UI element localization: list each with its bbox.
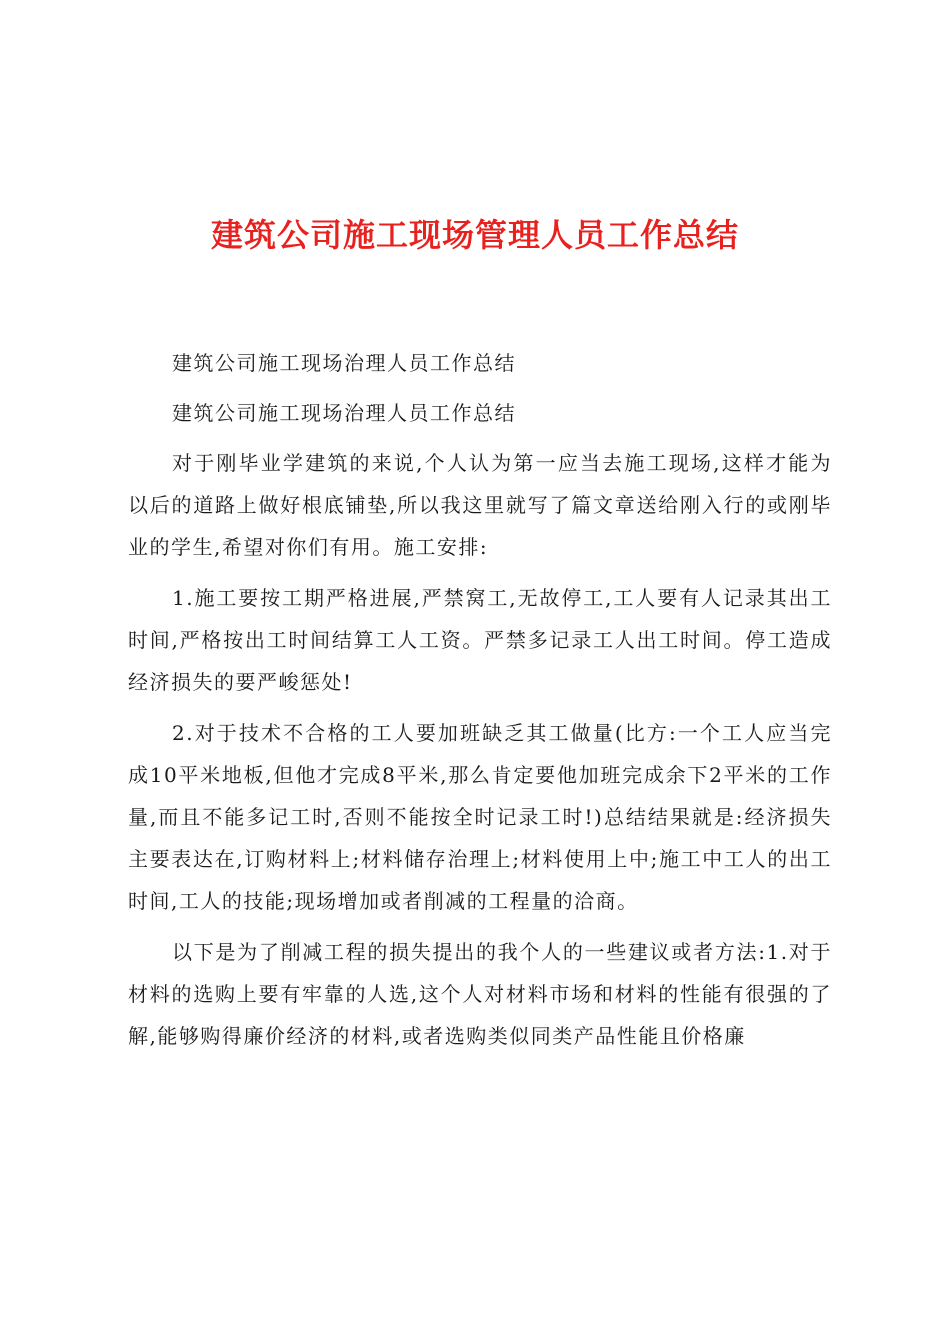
- paragraph-suggestions: 以下是为了削减工程的损失提出的我个人的一些建议或者方法:1.对于材料的选购上要有牢靠的人选,这个人对材料市场和材料的性能有很强的了解,能够购得廉价经济的材料,或者选购类似同类产品性能且价格廉: [128, 940, 832, 1048]
- paragraph-intro: 对于刚毕业学建筑的来说,个人认为第一应当去施工现场,这样才能为以后的道路上做好根底铺垫,所以我这里就写了篇文章送给刚入行的或刚毕业的学生,希望对你们有用。施工安排:: [128, 451, 832, 559]
- paragraph-item-1: 1.施工要按工期严格进展,严禁窝工,无故停工,工人要有人记录其出工时间,严格按出工时间结算工人工资。严禁多记录工人出工时间。停工造成经济损失的要严峻惩处!: [128, 586, 832, 694]
- document-body: [128, 342, 832, 1066]
- paragraph-subtitle-1: 建筑公司施工现场治理人员工作总结: [172, 351, 516, 375]
- paragraph-item-2: 2.对于技术不合格的工人要加班缺乏其工做量(比方:一个工人应当完成10平米地板,但他才完成8平米,那么肯定要他加班完成余下2平米的工作量,而且不能多记工时,否则不能按全时记录工时!)总结结果就是:经济损失主要表达在,订购材料上;材料储存治理上;材料使用上中;施工中工人的出工时间,工人的技能;现场增加或者削减的工程量的洽商。: [128, 721, 832, 913]
- paragraph-subtitle-2: 建筑公司施工现场治理人员工作总结: [172, 401, 516, 425]
- document-title: 建筑公司施工现场管理人员工作总结: [210, 216, 739, 254]
